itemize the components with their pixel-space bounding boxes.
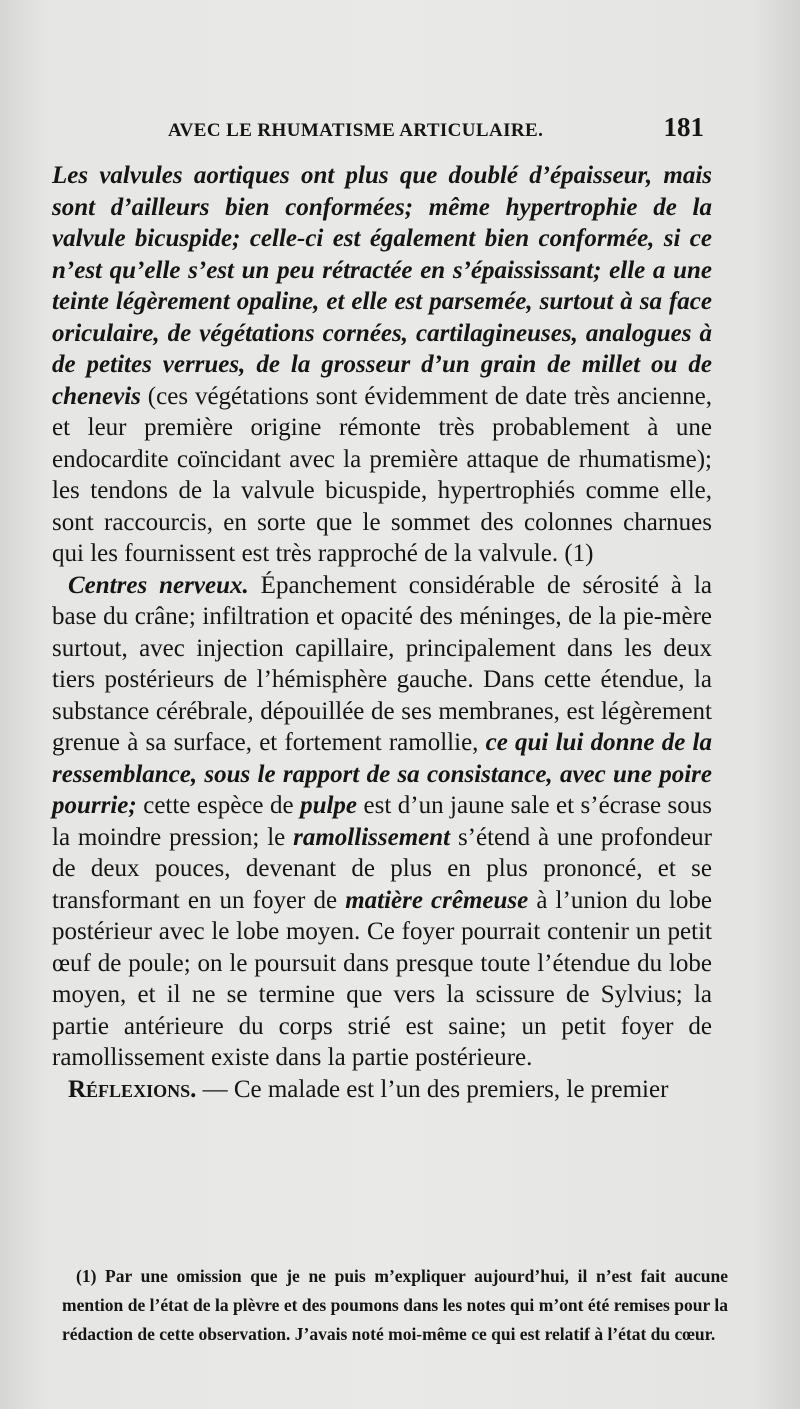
- italic-run: ramollissement: [293, 823, 451, 851]
- footnote-separator: [60, 1247, 710, 1248]
- italic-run: ce qui lui donne de la ressemblance, sous le rapport de sa consistance, avec une poire pourrie;: [52, 729, 712, 819]
- italic-run: matière crêmeuse: [345, 886, 529, 914]
- paragraph-centres-nerveux: [52, 570, 712, 1074]
- italic-run: pulpe: [300, 792, 358, 819]
- text-run: est d’un jaune sale et s’écrase sous la moindre pression; le: [52, 792, 712, 851]
- running-title: AVEC LE RHUMATISME ARTICULAIRE.: [168, 120, 544, 141]
- section-lead: Réflexions.: [68, 1075, 197, 1103]
- paragraph-valvules: [52, 160, 712, 570]
- text-run: s’étend à une profondeur de deux pouces, devenant de plus en plus prononcé, et se transformant en un foyer de: [52, 823, 712, 914]
- body-text: [52, 160, 712, 1105]
- page-number: 181: [663, 112, 704, 142]
- page-header: [60, 112, 710, 148]
- roman-passage: (ces végétations sont évidemment de date très ancienne, et leur première origine rémonte très probablement à une endocardite coïncidant avec la première attaque de rhumatisme); les tendons de la valvule bicuspide, hypertrophiés comme elle, sont raccourcis, en sorte que le sommet des colonnes charnues qui les fournissent est très rapproché de la valvule. (1): [52, 382, 712, 567]
- paragraph-reflexions: [52, 1074, 712, 1106]
- italic-passage: Les valvules aortiques ont plus que doublé d’épaisseur, mais sont d’ailleurs bien conformées; même hypertrophie de la valvule bicuspide; celle-ci est également bien conformée, si ce n’est qu’elle s’est un peu rétractée en s’épaississant; elle a une teinte légèrement opaline, et elle est parsemée, surtout à sa face oriculaire, de végétations cornées, cartilagineuses, analogues à de petites verrues, de la grosseur d’un grain de millet ou de chenevis: [52, 162, 712, 410]
- footnote-text: (1) Par une omission que je ne puis m’expliquer aujourd’hui, il n’est fait aucune mention de l’état de la plèvre et des poumons dans les notes qui m’ont été remises pour la rédaction de cette observation. J’avais noté moi-même ce qui est relatif à l’état du cœur.: [62, 1266, 728, 1344]
- text-run: à l’union du lobe postérieur avec le lobe moyen. Ce foyer pourrait contenir un petit œuf de poule; on le poursuit dans presque toute l’étendue du lobe moyen, et il ne se termine que vers la scissure de Sylvius; la partie antérieure du corps strié est saine; un petit foyer de ramollissement existe dans la partie postérieure.: [52, 886, 713, 1071]
- section-lead: Centres nerveux.: [68, 571, 249, 599]
- text-run: cette espèce de: [136, 792, 301, 819]
- text-run: Épanchement considérable de sérosité à la base du crâne; infiltration et opacité des méninges, de la pie-mère surtout, avec injection capillaire, principalement dans les deux tiers postérieurs de l’hémisphère gauche. Dans cette étendue, la substance cérébrale, dépouillée de ses membranes, est légèrement grenue à sa surface, et fortement ramollie,: [52, 571, 712, 756]
- footnote: [62, 1262, 728, 1349]
- text-run: — Ce malade est l’un des premiers, le premier: [196, 1075, 669, 1103]
